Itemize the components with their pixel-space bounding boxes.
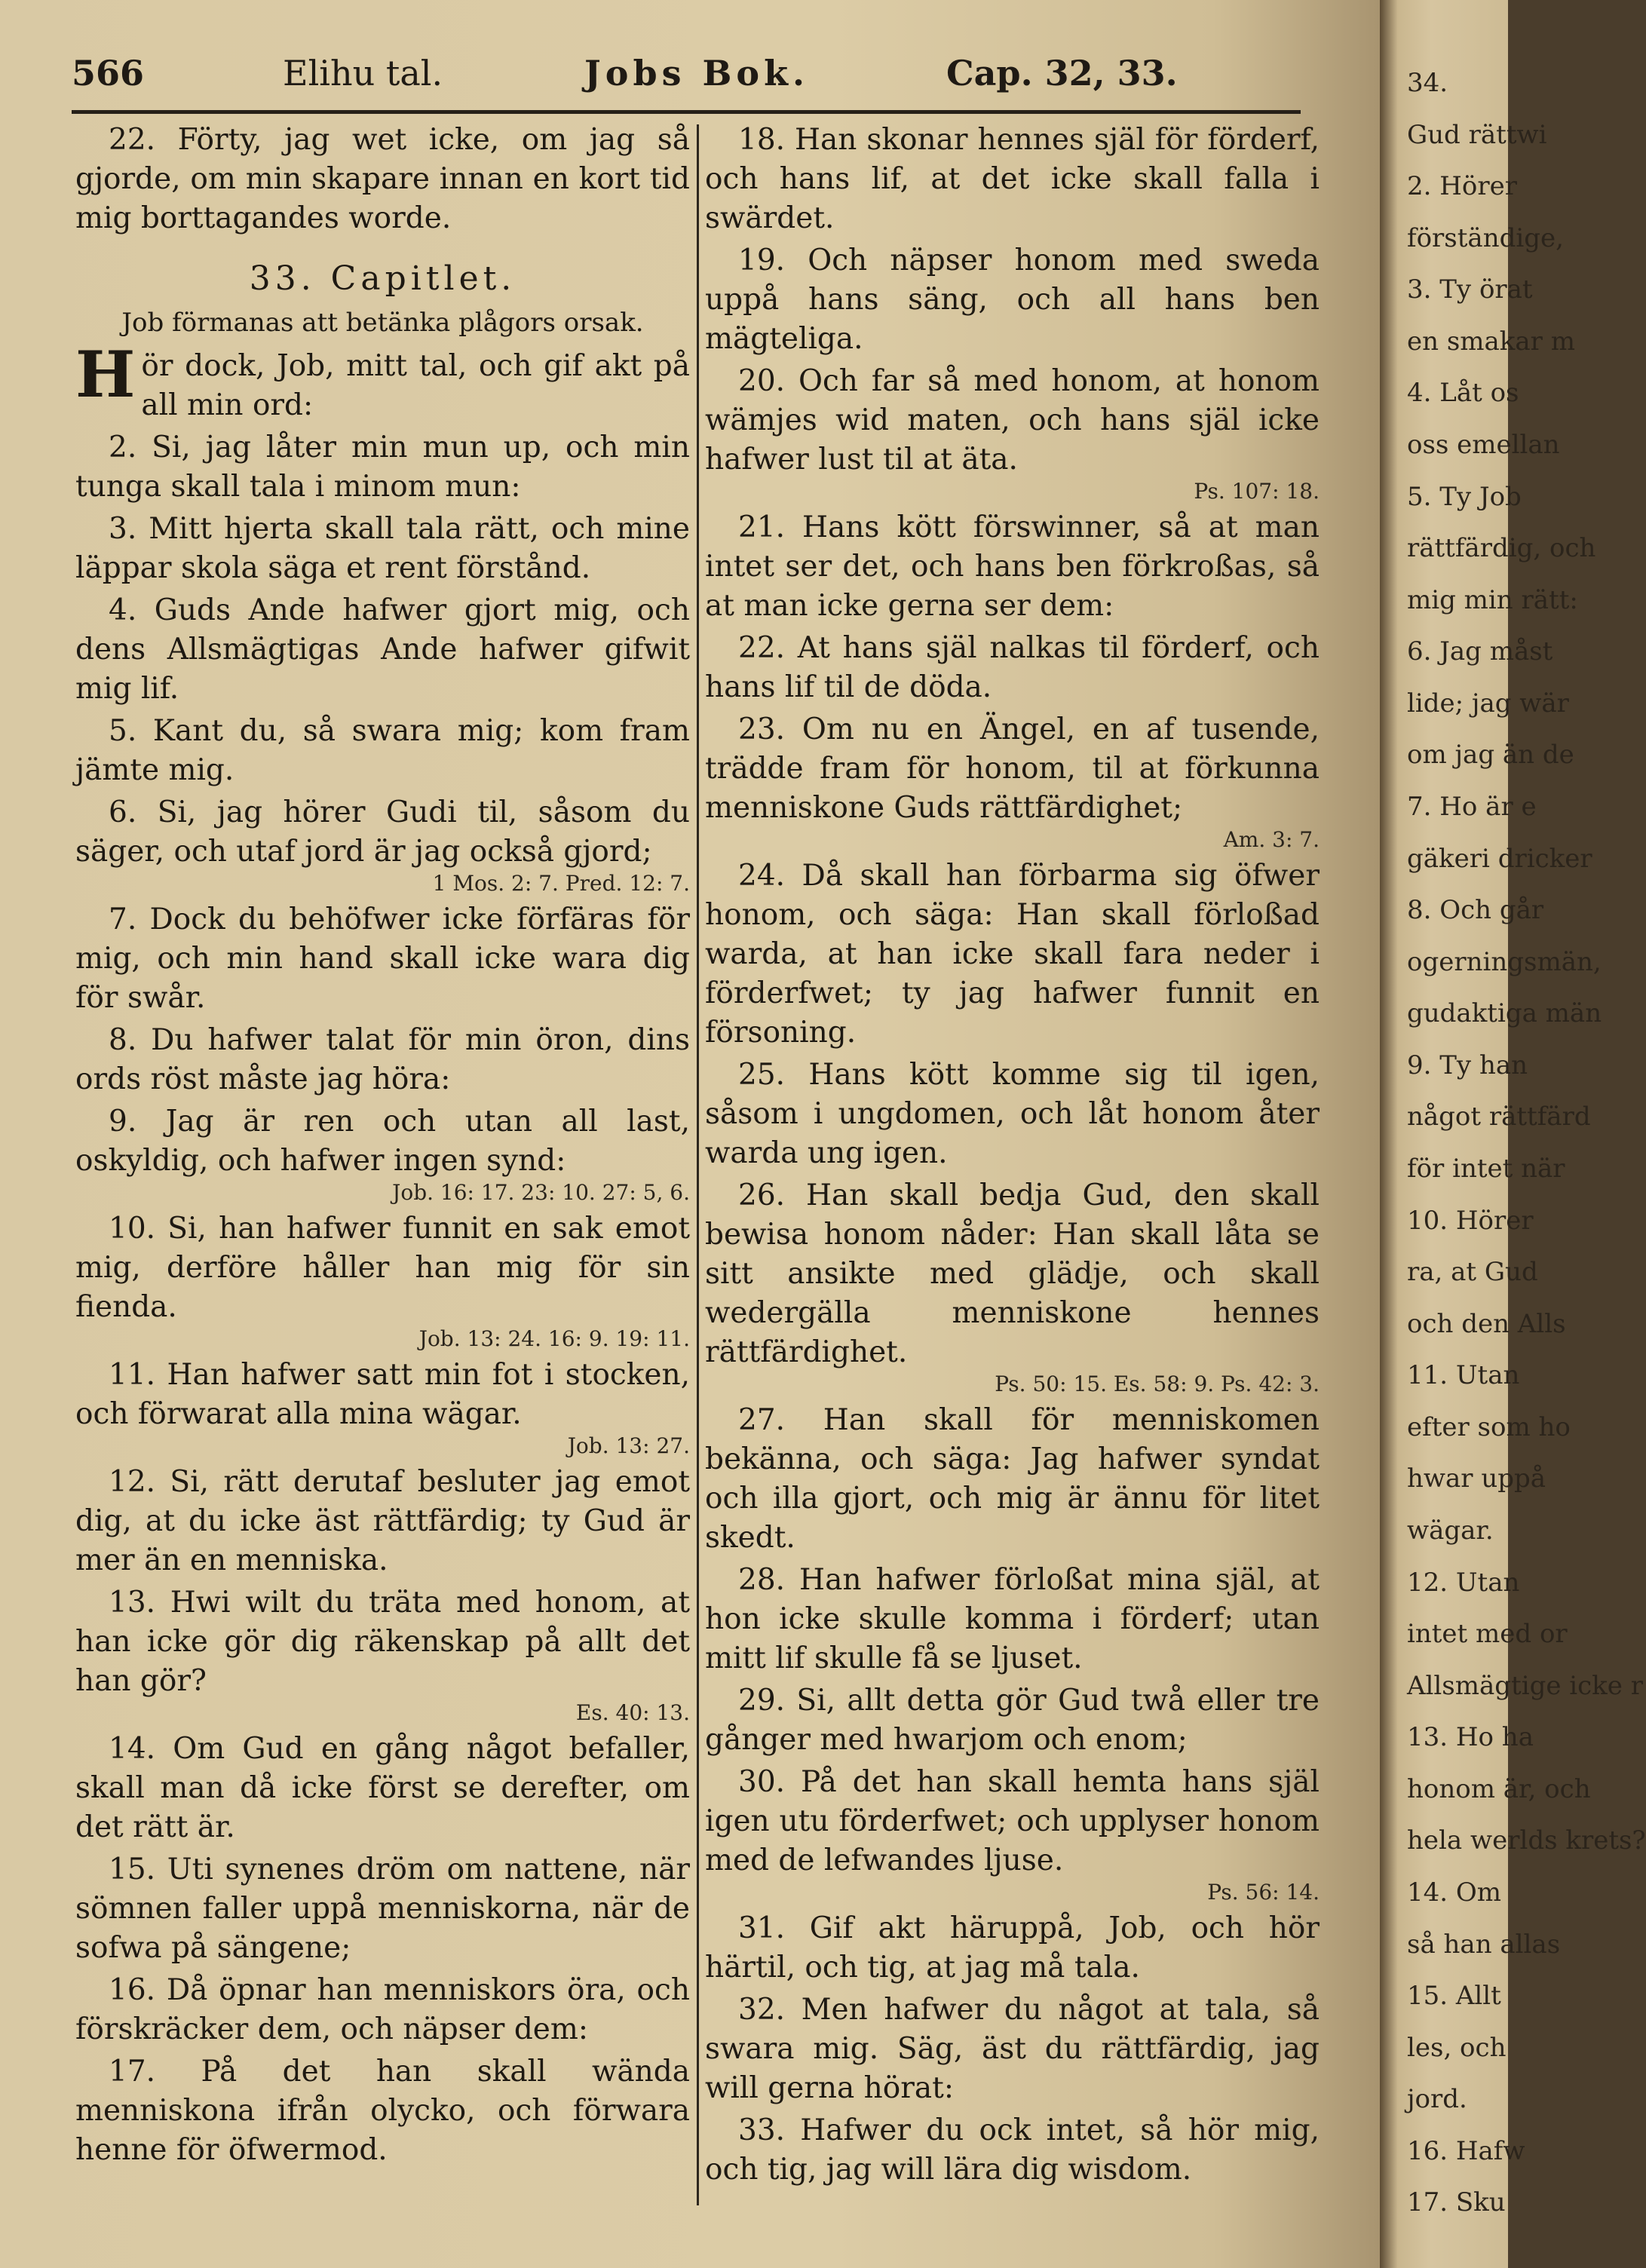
left-column — [75, 121, 690, 2173]
verse-33-31: 31. Gif akt häruppå, Job, och hör härtil, och tig, at jag må tala. — [705, 1911, 1320, 1985]
neighbor-text-fragment: 7. Ho är e — [1407, 792, 1537, 822]
verse-33-6: 6. Si, jag hörer Gudi til, såsom du säger, och utaf jord är jag också gjord; — [75, 795, 690, 869]
neighbor-text-fragment: rättfärdig, och — [1407, 533, 1596, 564]
neighbor-text-fragment: 8. Och går — [1407, 895, 1544, 926]
chapter-summary: Job förmanas att betänka plågors orsak. — [121, 308, 644, 338]
neighbor-text-fragment: les, och — [1407, 2032, 1507, 2063]
neighbor-text-fragment: gudaktiga män — [1407, 998, 1602, 1029]
adjacent-page-edge — [1380, 0, 1646, 2268]
cross-reference: Es. 40: 13. — [575, 1700, 690, 1725]
cross-reference: Ps. 56: 14. — [1207, 1880, 1320, 1905]
verse-33-19: 19. Och näpser honom med sweda uppå hans säng, och all hans ben mägteliga. — [705, 244, 1320, 356]
verse-33-29: 29. Si, allt detta gör Gud twå eller tre gånger med hwarjom och enom; — [705, 1684, 1320, 1757]
neighbor-text-fragment: ra, at Gud — [1407, 1257, 1538, 1288]
neighbor-text-fragment: 9. Ty han — [1407, 1050, 1528, 1080]
header-rule — [72, 110, 1301, 114]
verse-33-27: 27. Han skall för menniskomen bekänna, och säga: Jag hafwer syndat och illa gjort, och mig är ännu för litet skedt. — [705, 1403, 1320, 1555]
section-title: Elihu tal. — [283, 53, 443, 93]
neighbor-text-fragment: hela werlds krets? — [1407, 1825, 1646, 1856]
neighbor-text-fragment: Gud rättwi — [1407, 119, 1547, 150]
neighbor-text-fragment: något rättfärd — [1407, 1102, 1591, 1132]
neighbor-text-fragment: för intet när — [1407, 1154, 1565, 1184]
cross-reference: Ps. 107: 18. — [1194, 479, 1320, 504]
neighbor-text-fragment: jord. — [1407, 2084, 1467, 2115]
verse-33-3: 3. Mitt hjerta skall tala rätt, och mine läppar skola säga et rent förstånd. — [75, 512, 690, 585]
neighbor-text-fragment: gäkeri dricker — [1407, 843, 1592, 874]
neighbor-text-fragment: 2. Hörer — [1407, 171, 1517, 202]
neighbor-text-fragment: och den Alls — [1407, 1308, 1566, 1339]
neighbor-text-fragment: 4. Låt os — [1407, 378, 1519, 409]
neighbor-text-fragment: ogerningsmän, — [1407, 946, 1602, 977]
cross-reference: Am. 3: 7. — [1223, 827, 1320, 852]
verse-33-25: 25. Hans kött komme sig til igen, såsom i ungdomen, och låt honom åter warda ung igen. — [705, 1058, 1320, 1170]
verse-33-7: 7. Dock du behöfwer icke förfäras för mig, och min hand skall icke wara dig för swår. — [75, 903, 690, 1015]
drop-cap: H — [75, 337, 136, 412]
verse-33-28: 28. Han hafwer förloßat mina själ, at hon icke skulle komma i förderf; utan mitt lif skulle få se ljuset. — [705, 1563, 1320, 1675]
verse-text: ör dock, Job, mitt tal, och gif akt på all min ord: — [141, 349, 690, 422]
verse-32-22: 22. Förty, jag wet icke, om jag så gjorde, om min skapare innan en kort tid mig borttagandes worde. — [75, 123, 690, 235]
verse-33-4: 4. Guds Ande hafwer gjort mig, och dens Allsmägtigas Ande hafwer gifwit mig lif. — [75, 593, 690, 706]
neighbor-text-fragment: hwar uppå — [1407, 1463, 1546, 1494]
neighbor-text-fragment: 17. Sku — [1407, 2187, 1506, 2218]
verse-33-32: 32. Men hafwer du något at tala, så swara mig. Säg, äst du rättfärdig, jag will gerna hörat: — [705, 1993, 1320, 2105]
neighbor-text-fragment: 15. Allt — [1407, 1981, 1501, 2012]
verse-33-14: 14. Om Gud en gång något befaller, skall man då icke först se derefter, om det rätt är. — [75, 1732, 690, 1844]
cross-reference: Job. 13: 24. 16: 9. 19: 11. — [418, 1326, 690, 1351]
page-number: 566 — [72, 53, 145, 93]
neighbor-text-fragment: 10. Hörer — [1407, 1205, 1534, 1236]
chapter-reference: Cap. 32, 33. — [946, 53, 1178, 93]
neighbor-text-fragment: 3. Ty örat — [1407, 274, 1533, 305]
neighbor-text-fragment: om jag än de — [1407, 740, 1574, 771]
verse-33-21: 21. Hans kött förswinner, så at man intet ser det, och hans ben förkroßas, så at man icke gerna ser dem: — [705, 510, 1320, 623]
neighbor-text-fragment: så han allas — [1407, 1929, 1561, 1960]
neighbor-text-fragment: wägar. — [1407, 1516, 1494, 1546]
neighbor-text-fragment: oss emellan — [1407, 430, 1560, 460]
neighbor-text-fragment: efter som ho — [1407, 1411, 1571, 1442]
chapter-heading: 33. Capitlet. — [249, 259, 516, 298]
verse-33-12: 12. Si, rätt derutaf besluter jag emot dig, at du icke äst rättfärdig; ty Gud är mer än en menniska. — [75, 1465, 690, 1577]
neighbor-text-fragment: intet med or — [1407, 1619, 1568, 1650]
neighbor-text-fragment: 11. Utan — [1407, 1360, 1520, 1391]
verse-33-30: 30. På det han skall hemta hans själ igen utu förderfwet; och upplyser honom med de lefwandes ljuse. — [705, 1765, 1320, 1877]
verse-33-18: 18. Han skonar hennes själ för förderf, och hans lif, at det icke skall falla i swärdet. — [705, 123, 1320, 235]
verse-33-10: 10. Si, han hafwer funnit en sak emot mig, derföre håller han mig för sin fienda. — [75, 1212, 690, 1324]
neighbor-text-fragment: 14. Om — [1407, 1877, 1501, 1908]
verse-33-33: 33. Hafwer du ock intet, så hör mig, och tig, jag will lära dig wisdom. — [705, 2113, 1320, 2187]
cross-reference: 1 Mos. 2: 7. Pred. 12: 7. — [432, 871, 690, 896]
neighbor-text-fragment: 13. Ho ha — [1407, 1722, 1534, 1753]
neighbor-text-fragment: en smakar m — [1407, 326, 1575, 357]
neighbor-text-fragment: 16. Hafw — [1407, 2135, 1525, 2166]
verse-33-20: 20. Och far så med honom, at honom wämjes wid maten, och hans själ icke hafwer lust til at äta. — [705, 364, 1320, 477]
verse-33-23: 23. Om nu en Ängel, en af tusende, trädde fram för honom, til at förkunna menniskone Guds rättfärdighet; — [705, 713, 1320, 825]
neighbor-text-fragment: 6. Jag måst — [1407, 636, 1553, 667]
verse-33-9: 9. Jag är ren och utan all last, oskyldig, och hafwer ingen synd: — [75, 1105, 690, 1178]
cross-reference: Job. 13: 27. — [567, 1433, 690, 1458]
verse-33-11: 11. Han hafwer satt min fot i stocken, och förwarat alla mina wägar. — [75, 1358, 690, 1431]
verse-33-22: 22. At hans själ nalkas til förderf, och hans lif til de döda. — [705, 631, 1320, 704]
verse-33-15: 15. Uti synenes dröm om nattene, när sömnen faller uppå menniskorna, när de sofwa på sängene; — [75, 1853, 690, 1965]
book-title: Jobs Bok. — [584, 53, 809, 93]
neighbor-text-fragment: mig min rätt: — [1407, 584, 1578, 615]
column-divider — [697, 124, 699, 2205]
running-header — [72, 53, 1301, 106]
neighbor-text-fragment: 5. Ty Job — [1407, 481, 1522, 512]
verse-33-2: 2. Si, jag låter min mun up, och min tunga skall tala i minom mun: — [75, 431, 690, 504]
cross-reference: Ps. 50: 15. Es. 58: 9. Ps. 42: 3. — [995, 1372, 1320, 1396]
verse-33-5: 5. Kant du, så swara mig; kom fram jämte mig. — [75, 714, 690, 787]
verse-33-26: 26. Han skall bedja Gud, den skall bewisa honom nåder: Han skall låta se sitt ansikte med glädje, och skall wedergälla menniskone hennes rättfärdighet. — [705, 1178, 1320, 1369]
verse-33-17: 17. På det han skall wända menniskona ifrån olycko, och förwara henne för öfwermod. — [75, 2055, 690, 2167]
verse-33-16: 16. Då öpnar han menniskors öra, och förskräcker dem, och näpser dem: — [75, 1973, 690, 2046]
neighbor-text-fragment: 12. Utan — [1407, 1567, 1520, 1598]
verse-33-8: 8. Du hafwer talat för min öron, dins ords röst måste jag höra: — [75, 1023, 690, 1096]
right-column — [705, 121, 1320, 2193]
cross-reference: Job. 16: 17. 23: 10. 27: 5, 6. — [392, 1180, 690, 1205]
verse-33-13: 13. Hwi wilt du träta med honom, at han icke gör dig räkenskap på allt det han gör? — [75, 1586, 690, 1698]
verse-33-24: 24. Då skall han förbarma sig öfwer honom, och säga: Han skall förloßad warda, at han icke skall fara neder i förderfwet; ty jag hafwer funnit en försoning. — [705, 859, 1320, 1050]
neighbor-text-fragment: Allsmägtige icke r — [1407, 1670, 1643, 1701]
neighbor-text-fragment: honom är, och — [1407, 1773, 1591, 1804]
neighbor-text-fragment: 34. — [1407, 68, 1448, 98]
neighbor-text-fragment: förständige, — [1407, 222, 1564, 253]
verse-33-1 — [75, 337, 690, 425]
neighbor-text-fragment: lide; jag wär — [1407, 688, 1569, 719]
